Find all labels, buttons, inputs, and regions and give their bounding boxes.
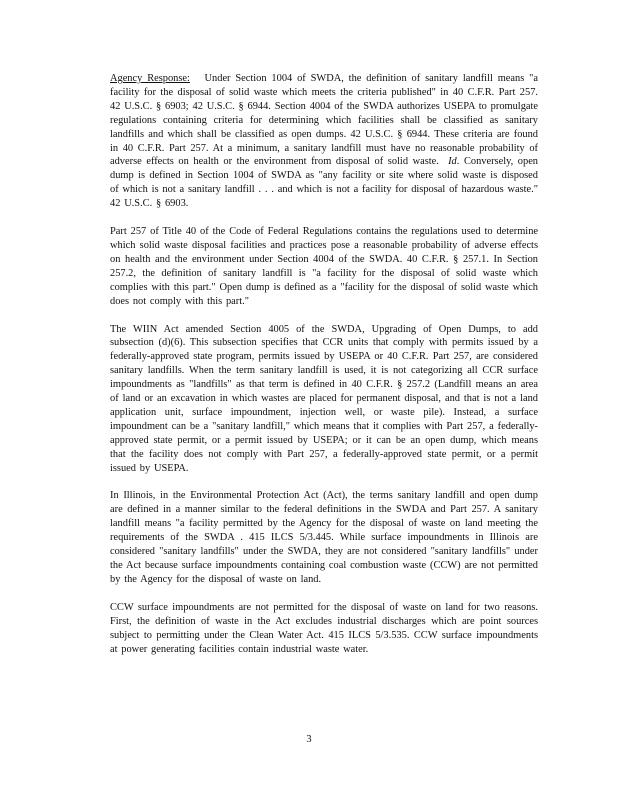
paragraph-text: Under Section 1004 of SWDA, the definition of sanitary landfill means "a facility for the disposal of solid waste which meets the criteria published" in 40 C.F.R. Part 257. 42 U.S.C. § 6903; 42 U.S.C. § 6944. Section 4004 of the SWDA authorizes USEPA to promulgate regulations containing criteria for determining which facilities shall be classified as sanitary landfills and which shall be classified as open dumps. 42 U.S.C. § 6944. These criteria are found in 40 C.F.R. Part 257. At a minimum, a sanitary landfill must have no reasonable probability of adverse effects on health or the environment from disposal of solid waste. [110,73,538,168]
paragraph-wiin-act: The WIIN Act amended Section 4005 of the SWDA, Upgrading of Open Dumps, to add subsection (d)(6). This subsection specifies that CCR units that comply with permits issued by a federally-approved state program, permits issued by USEPA or 40 C.F.R. Part 257, are considered sanitary landfills. When the term sanitary landfill is used, it is not categorizing all CCR surface impoundments as "landfills" as that term is defined in 40 C.F.R. § 257.2 (Landfill means an area of land or an excavation in which wastes are placed for permanent disposal, and that is not a land application unit, surface impoundment, injection well, or waste pile). Instead, a surface impoundment can be a "sanitary landfill," which means that it complies with Part 257, a federally-approved state permit, or a permit issued by USEPA; or it can be an open dump, which means that the facility does not comply with Part 257, a federally-approved state permit, or a permit issued by USEPA. [110,323,538,474]
paragraph-agency-response [110,72,538,211]
agency-response-heading: Agency Response: [110,73,190,84]
citation-id: Id [448,156,457,168]
paragraph-illinois: In Illinois, in the Environmental Protection Act (Act), the terms sanitary landfill and open dump are defined in a manner similar to the federal definitions in the SWDA and Part 257. A sanitary landfill means "a facility permitted by the Agency for the disposal of waste on land meeting the requirements of the SWDA . 415 ILCS 5/3.445. While surface impoundments in Illinois are considered "sanitary landfills" under the SWDA, they are not considered "sanitary landfills" under the Act because surface impoundments containing coal combustion waste (CCW) are not permitted by the Agency for the disposal of waste on land. [110,490,538,585]
paragraph-part-257: Part 257 of Title 40 of the Code of Federal Regulations contains the regulations used to determine which solid waste disposal facilities and practices pose a reasonable probability of adverse effects on health and the environment under Section 4004 of the SWDA. 40 C.F.R. § 257.1. In Section 257.2, the definition of sanitary landfill is "a facility for the disposal of solid waste which complies with this part." Open dump is defined as a "facility for the disposal of solid waste which does not comply with this part." [110,226,538,307]
page-number: 3 [306,734,312,745]
document-body [110,72,538,670]
paragraph-ccw-impoundments: CCW surface impoundments are not permitted for the disposal of waste on land for two reasons. First, the definition of waste in the Act excludes industrial discharges which are point sources subject to permitting under the Clean Water Act. 415 ILCS 5/3.535. CCW surface impoundments at power generating facilities contain industrial waste water. [110,601,538,655]
paragraph-text-continued: . Conversely, open dump is defined in Section 1004 of SWDA as "any facility or site where solid waste is disposed of which is not a sanitary landfill . . . and which is not a facility for disposal of hazardous waste." 42 U.S.C. § 6903. [110,156,538,210]
